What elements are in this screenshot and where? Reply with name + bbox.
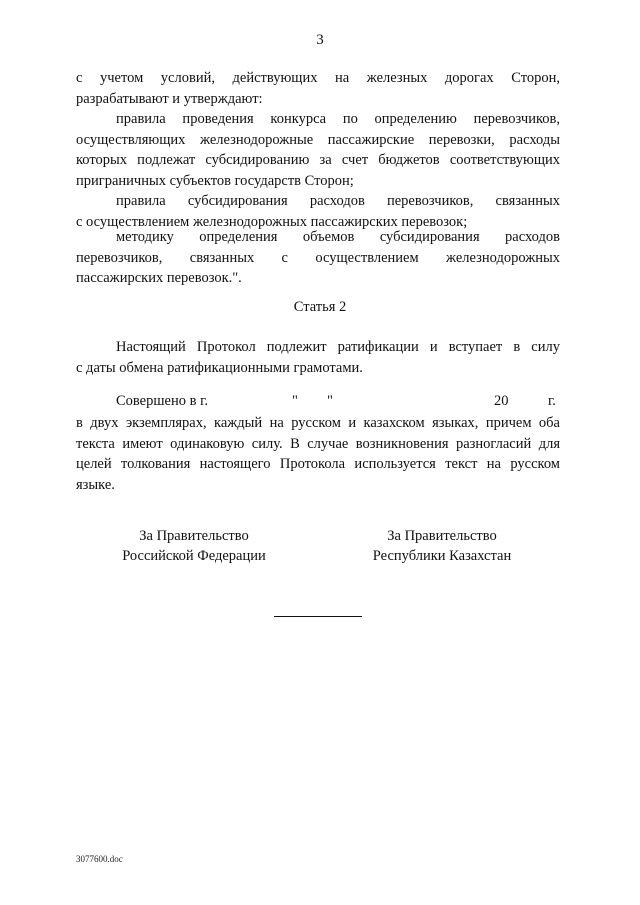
quote-open: ": [292, 393, 298, 409]
signature-line-1: За Правительство: [139, 528, 249, 544]
text-line: текста имеют одинаковую силу. В случае возникновения разногласий для: [76, 435, 560, 452]
list-item-rules-subsidy: [76, 191, 560, 232]
article-paragraph: [76, 337, 560, 378]
year-suffix: г.: [548, 393, 556, 409]
text-line: в двух экземплярах, каждый на русском и казахском языках, причем оба: [76, 415, 560, 431]
continuation-paragraph: [76, 68, 560, 109]
signature-line-2: Республики Казахстан: [372, 548, 512, 564]
done-at-line: [116, 393, 560, 413]
text-line: с даты обмена ратификационными грамотами.: [76, 359, 363, 376]
done-prefix: Совершено в г.: [116, 393, 209, 409]
text-line: перевозчиков, связанных с осуществлением железнодорожных: [76, 249, 560, 266]
signature-line-1: За Правительство: [387, 528, 497, 544]
article-heading: Статья 2: [293, 299, 347, 315]
text-line: языке.: [76, 476, 115, 493]
text-line: приграничных субъектов государств Сторон;: [76, 172, 354, 189]
text-line: осуществляющих железнодорожные пассажирские перевозки, расходы: [76, 131, 560, 148]
text-line: которых подлежат субсидированию за счет бюджетов соответствующих: [76, 152, 560, 168]
text-line: правила проведения конкурса по определению перевозчиков,: [116, 111, 560, 127]
quote-close: ": [327, 393, 333, 409]
text-line: с учетом условий, действующих на железных дорогах Сторон,: [76, 70, 560, 86]
text-line: правила субсидирования расходов перевозчиков, связанных: [116, 193, 560, 209]
signature-block-russia: [84, 526, 304, 566]
done-paragraph: [76, 413, 560, 495]
text-line: разрабатывают и утверждают:: [76, 90, 263, 107]
text-line: методику определения объемов субсидирования расходов: [116, 229, 560, 245]
list-item-methodology: [76, 227, 560, 289]
signature-line-2: Российской Федерации: [122, 548, 266, 564]
closing-rule: [274, 616, 362, 617]
list-item-rules-competition: [76, 109, 560, 191]
text-line: пассажирских перевозок.".: [76, 270, 242, 286]
year-prefix: 20: [494, 393, 509, 409]
signature-block-kazakhstan: [332, 526, 552, 566]
text-line: с осуществлением железнодорожных пассажирских перевозок;: [76, 213, 468, 230]
text-line: целей толкования настоящего Протокола используется текст на русском: [76, 456, 560, 472]
text-line: Настоящий Протокол подлежит ратификации и вступает в силу: [116, 339, 560, 355]
document-code: 3077600.doc: [76, 854, 123, 864]
page-number: 3: [316, 32, 324, 48]
